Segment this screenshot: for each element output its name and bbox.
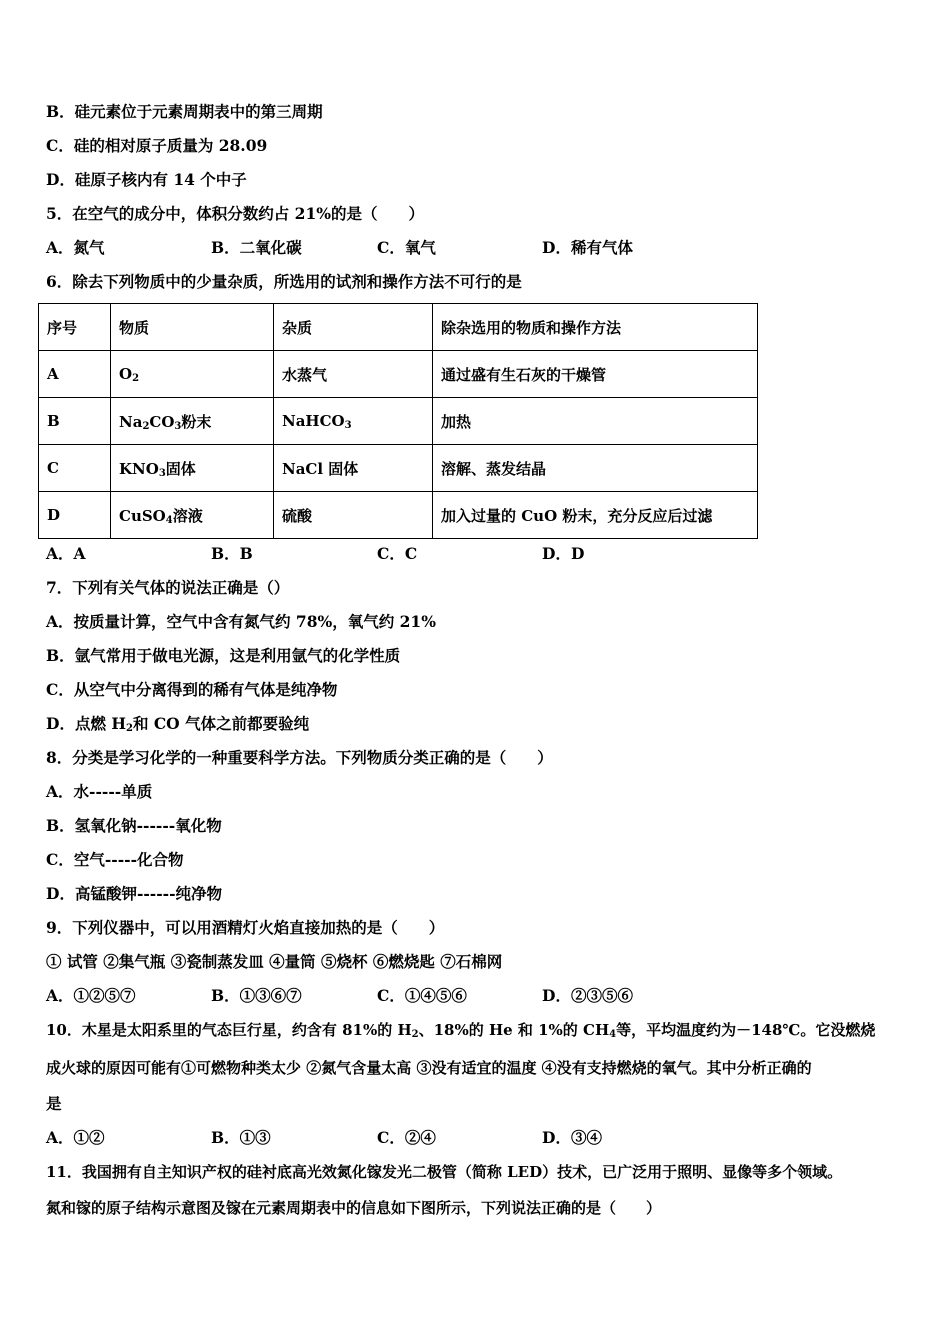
row-method: 通过盛有生石灰的干燥管 [433,351,758,398]
q5-stem: 5．在空气的成分中，体积分数约占 21%的是（ ） [46,204,424,223]
q5-option-b: B．二氧化碳 [211,238,302,257]
q10-option-c: C．②④ [377,1128,436,1147]
row-method: 加热 [433,398,758,445]
q8-option-b: B．氢氧化钠------氧化物 [46,816,222,835]
q7-option-d: D．点燃 $H_2$和 CO 气体之前都要验纯 [46,714,310,734]
row-id: C [39,445,111,492]
q5-option-a: A．氮气 [46,238,105,257]
q6-option-d: D．D [542,544,585,563]
row-substance: CuSO$_4$溶液 [111,492,274,539]
q10-option-b: B．①③ [211,1128,271,1147]
q8-stem: 8．分类是学习化学的一种重要科学方法。下列物质分类正确的是（ ） [46,748,553,767]
q11-line-2: 氮和镓的原子结构示意图及镓在元素周期表中的信息如下图所示，下列说法正确的是（ ） [46,1199,662,1217]
row-id: B [39,398,111,445]
q4-option-d: D．硅原子核内有 14 个中子 [46,170,247,189]
q8-option-a: A．水-----单质 [46,782,153,801]
q10-line-2: 成火球的原因可能有①可燃物种类太少 ②氮气含量太高 ③没有适宜的温度 ④没有支持燃烧的氧气。其中分析正确的 [46,1059,812,1077]
q10-option-a: A．①② [46,1128,105,1147]
q4-option-c: C．硅的相对原子质量为 28.09 [46,136,268,155]
q10-option-d: D．③④ [542,1128,602,1147]
q5-option-d: D．稀有气体 [542,238,633,257]
q7-option-b: B．氩气常用于做电光源，这是利用氩气的化学性质 [46,646,401,665]
table-row [39,351,758,398]
q10-line-3: 是 [46,1094,62,1113]
q9-option-b: B．①③⑥⑦ [211,986,302,1005]
row-substance: $Na_2CO_3$粉末 [111,398,274,445]
q7-option-c: C．从空气中分离得到的稀有气体是纯净物 [46,680,338,699]
q6-stem: 6．除去下列物质中的少量杂质，所选用的试剂和操作方法不可行的是 [46,272,522,291]
q5-option-c: C．氧气 [377,238,436,257]
row-impurity: 水蒸气 [274,351,433,398]
q6-table [38,303,758,539]
row-impurity: 硫酸 [274,492,433,539]
table-header-row [39,304,758,351]
q4-option-b: B．硅元素位于元素周期表中的第三周期 [46,102,323,121]
q8-option-d: D．高锰酸钾------纯净物 [46,884,223,903]
row-impurity: NaHCO$_3$ [274,398,433,445]
header-id: 序号 [39,304,111,351]
row-substance: $KNO_3$固体 [111,445,274,492]
row-method: 溶解、蒸发结晶 [433,445,758,492]
row-substance: $O_2$ [111,351,274,398]
q9-option-a: A．①②⑤⑦ [46,986,136,1005]
q6-option-b: B．B [211,544,253,563]
q9-items: ① 试管 ②集气瓶 ③瓷制蒸发皿 ④量筒 ⑤烧杯 ⑥燃烧匙 ⑦石棉网 [46,952,503,971]
row-id: A [39,351,111,398]
q6-option-a: A．A [46,544,86,563]
q7-option-a: A．按质量计算，空气中含有氮气约 78%，氧气约 21% [46,612,436,631]
table-row [39,398,758,445]
q9-option-d: D．②③⑤⑥ [542,986,633,1005]
q9-option-c: C．①④⑤⑥ [377,986,467,1005]
header-impurity: 杂质 [274,304,433,351]
q8-option-c: C．空气-----化合物 [46,850,184,869]
q7-stem: 7．下列有关气体的说法正确是（） [46,578,290,597]
table-row [39,445,758,492]
row-method: 加入过量的 CuO 粉末，充分反应后过滤 [433,492,758,539]
q6-option-c: C．C [377,544,418,563]
q11-line-1: 11．我国拥有自主知识产权的硅衬底高光效氮化镓发光二极管（简称 LED）技术，已广泛用于照明、显像等多个领域。 [46,1163,843,1181]
header-method: 除杂选用的物质和操作方法 [433,304,758,351]
row-impurity: NaCl 固体 [274,445,433,492]
q10-line-1: 10．木星是太阳系里的气态巨行星，约含有 81%的 $H_2$、18%的 He 和 1%的 $CH_4$等，平均温度约为－148℃。它没燃烧 [46,1021,876,1040]
header-substance: 物质 [111,304,274,351]
row-id: D [39,492,111,539]
table-row [39,492,758,539]
q9-stem: 9．下列仪器中，可以用酒精灯火焰直接加热的是（ ） [46,918,445,937]
